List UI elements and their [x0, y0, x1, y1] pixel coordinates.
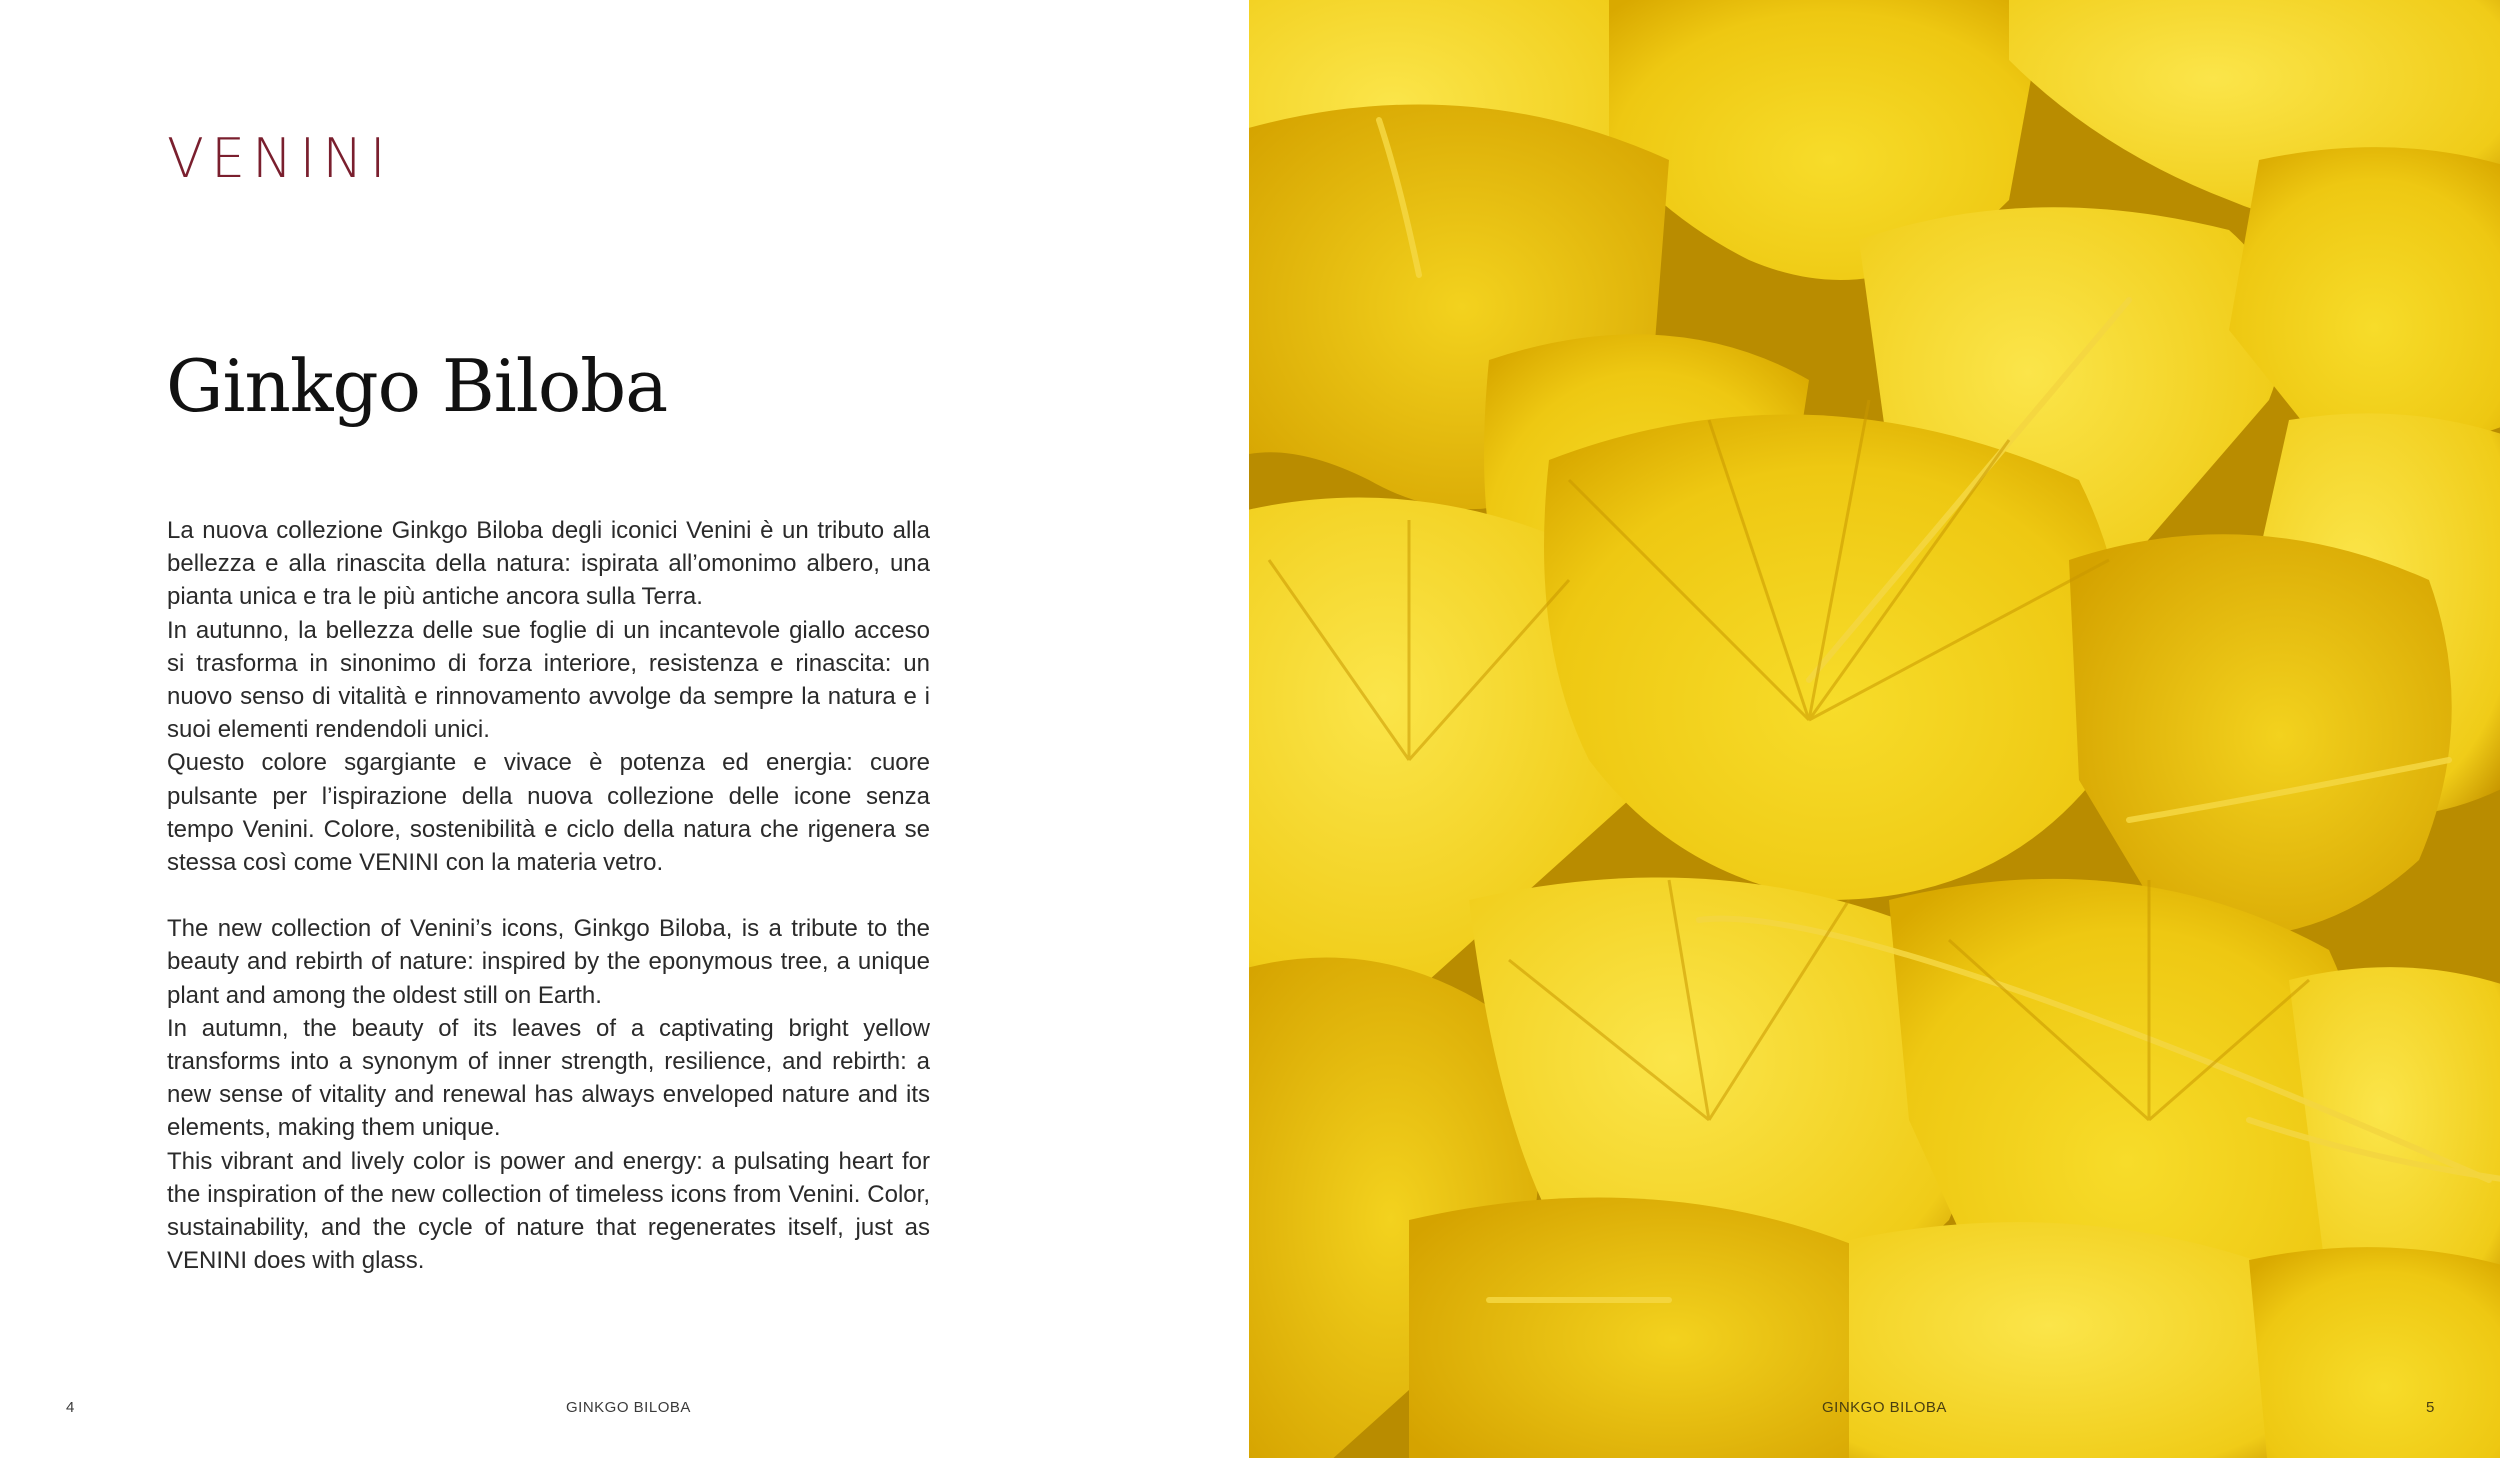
paragraph-en-1: The new collection of Venini’s icons, Ginkgo Biloba, is a tribute to the beauty and rebirth of nature: inspired by the eponymous tree, a unique plant and among the oldest still on Earth. [167, 915, 930, 1009]
ginkgo-leaf [2249, 1247, 2500, 1458]
paragraph-it-1: La nuova collezione Ginkgo Biloba degli iconici Venini è un tributo alla bellezza e alla rinascita della natura: ispirata all’omonimo albero, una pianta unica e tra le più antiche ancora sulla Terra. [167, 517, 930, 611]
paragraph-en-3: This vibrant and lively color is power and energy: a pulsating heart for the inspiration of the new collection of timeless icons from Venini. Color, sustainability, and the cycle of nature that regenerates itself, just as VENINI does with glass. [167, 1147, 930, 1275]
ginkgo-leaf [1409, 1198, 1889, 1458]
right-running-title: GINKGO BILOBA [1822, 1399, 1947, 1416]
paragraph-en-2: In autumn, the beauty of its leaves of a captivating bright yellow transforms into a synonym of inner strength, resilience, and rebirth: a new sense of vitality and renewal has always enveloped nature and its elements, making them unique. [167, 1014, 930, 1142]
ginkgo-leaves-illustration [1249, 0, 2500, 1458]
brand-logo: VENINI [167, 127, 393, 190]
left-page [0, 0, 1249, 1458]
paragraph-it-2: In autunno, la bellezza delle sue foglie di un incantevole giallo acceso si trasforma in sinonimo di forza interiore, resistenza e rinascita: un nuovo senso di vitalità e rinnovamento avvolge da sempre la natura e i suoi elementi rendendoli unici. [167, 616, 930, 744]
paragraph-it-3: Questo colore sgargiante e vivace è potenza ed energia: cuore pulsante per l’ispirazione della nuova collezione delle icone senza tempo Venini. Colore, sostenibilità e ciclo della natura che rigenera se stessa così come VENINI con la materia vetro. [167, 749, 930, 877]
body-text [167, 514, 930, 1277]
paragraph-gap [167, 879, 930, 912]
ginkgo-leaves-photo [1249, 0, 2500, 1458]
left-running-title: GINKGO BILOBA [566, 1399, 691, 1416]
left-page-number: 4 [66, 1399, 75, 1416]
right-page-number: 5 [2426, 1399, 2435, 1416]
page-title: Ginkgo Biloba [166, 344, 668, 428]
